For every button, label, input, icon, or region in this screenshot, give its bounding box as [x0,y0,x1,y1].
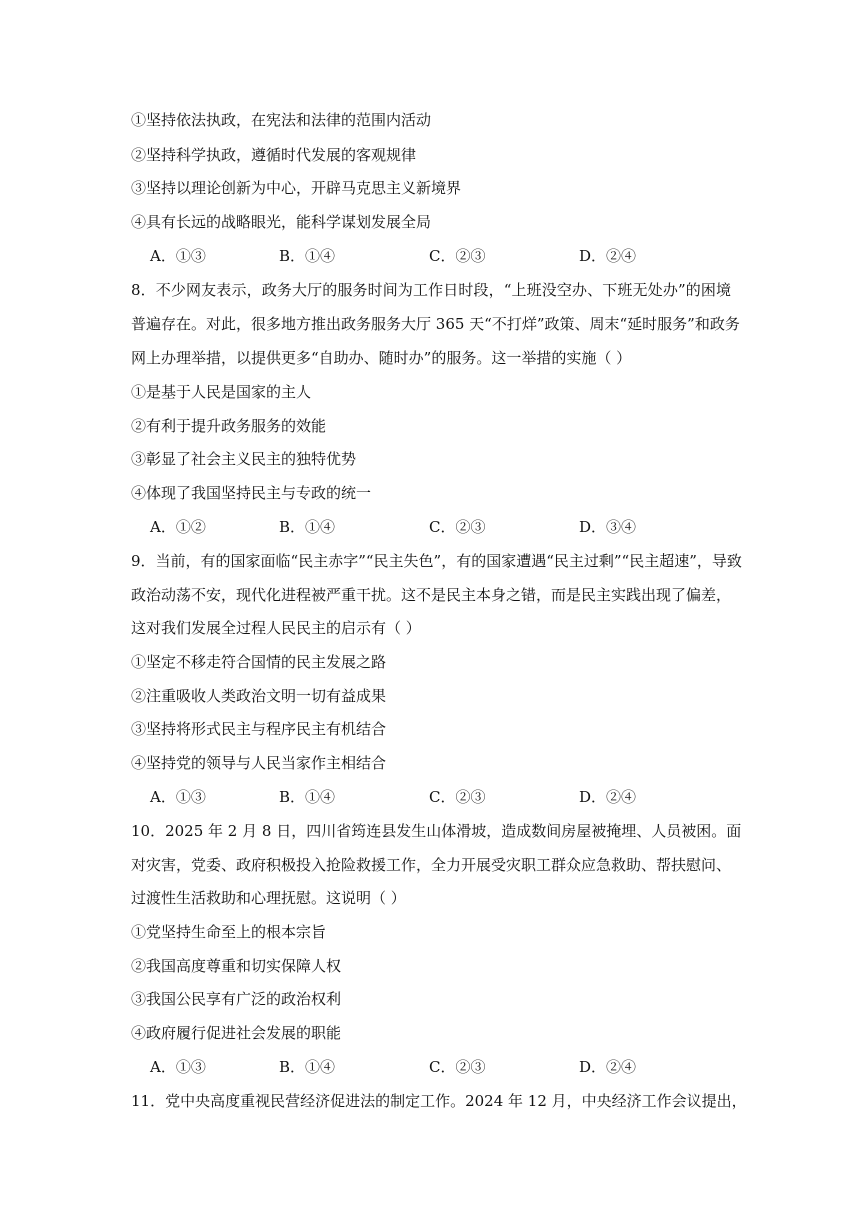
q9-statement-1: ①坚定不移走符合国情的民主发展之路 [131,653,387,671]
q9-statement-3: ③坚持将形式民主与程序民主有机结合 [131,720,387,738]
q9-options [150,787,710,807]
q7-options [150,246,710,266]
q8-option-d[interactable]: D．③④ [579,518,637,536]
q10-statement-3: ③我国公民享有广泛的政治权利 [131,990,342,1008]
q7-statement-1: ①坚持依法执政，在宪法和法律的范围内活动 [131,111,432,129]
q10-statement-1: ①党坚持生命至上的根本宗旨 [131,923,327,941]
q9-statement-2: ②注重吸收人类政治文明一切有益成果 [131,687,387,705]
q7-option-d[interactable]: D．②④ [579,247,637,265]
q10-option-b[interactable]: B．①④ [279,1058,336,1076]
q9-stem-line-1: 9．当前，有的国家面临“民主赤字”“民主失色”，有的国家遭遇“民主过剩”“民主超速”，导致 [131,552,742,570]
q7-statement-2: ②坚持科学执政，遵循时代发展的客观规律 [131,146,417,164]
q9-stem-line-2: 政治动荡不安，现代化进程被严重干扰。这不是民主本身之错，而是民主实践出现了偏差， [131,586,732,604]
q10-statement-4: ④政府履行促进社会发展的职能 [131,1024,342,1042]
q8-stem-line-2: 普遍存在。对此，很多地方推出政务服务大厅 365 天“不打烊”政策、周末“延时服务”和政务 [131,315,740,333]
q8-option-a[interactable]: A．①② [150,518,206,536]
q8-statement-3: ③彰显了社会主义民主的独特优势 [131,450,357,468]
q8-stem-line-1: 8．不少网友表示，政务大厅的服务时间为工作日时段，“上班没空办、下班无处办”的困境 [131,281,731,299]
q8-option-b[interactable]: B．①④ [279,518,336,536]
q9-stem-line-3: 这对我们发展全过程人民民主的启示有（ ） [131,619,421,637]
q10-option-a[interactable]: A．①③ [150,1058,206,1076]
q8-options [150,517,710,537]
q7-statement-4: ④具有长远的战略眼光，能科学谋划发展全局 [131,213,432,231]
q10-stem-line-2: 对灾害，党委、政府积极投入抢险救援工作，全力开展受灾职工群众应急救助、帮扶慰问、 [131,856,732,874]
q10-options [150,1057,710,1077]
q8-statement-4: ④体现了我国坚持民主与专政的统一 [131,484,372,502]
q7-option-b[interactable]: B．①④ [279,247,336,265]
q9-option-b[interactable]: B．①④ [279,788,336,806]
q8-stem-line-3: 网上办理举措，以提供更多“自助办、随时办”的服务。这一举措的实施（ ） [131,349,632,367]
q9-option-c[interactable]: C．②③ [429,788,486,806]
q8-statement-1: ①是基于人民是国家的主人 [131,383,312,401]
q7-option-a[interactable]: A．①③ [150,247,206,265]
q7-statement-3: ③坚持以理论创新为中心，开辟马克思主义新境界 [131,179,462,197]
q9-option-a[interactable]: A．①③ [150,788,206,806]
q9-statement-4: ④坚持党的领导与人民当家作主相结合 [131,754,387,772]
q8-statement-2: ②有利于提升政务服务的效能 [131,417,327,435]
q10-statement-2: ②我国高度尊重和切实保障人权 [131,957,342,975]
q7-option-c[interactable]: C．②③ [429,247,486,265]
q10-option-c[interactable]: C．②③ [429,1058,486,1076]
q11-stem-line-1: 11．党中央高度重视民营经济促进法的制定工作。2024 年 12 月，中央经济工作会议提出， [131,1092,747,1110]
q9-option-d[interactable]: D．②④ [579,788,637,806]
q10-stem-line-3: 过渡性生活救助和心理抚慰。这说明（ ） [131,889,406,907]
q10-option-d[interactable]: D．②④ [579,1058,637,1076]
q10-stem-line-1: 10．2025 年 2 月 8 日，四川省筠连县发生山体滑坡，造成数间房屋被掩埋、人员被困。面 [131,822,742,840]
q8-option-c[interactable]: C．②③ [429,518,486,536]
